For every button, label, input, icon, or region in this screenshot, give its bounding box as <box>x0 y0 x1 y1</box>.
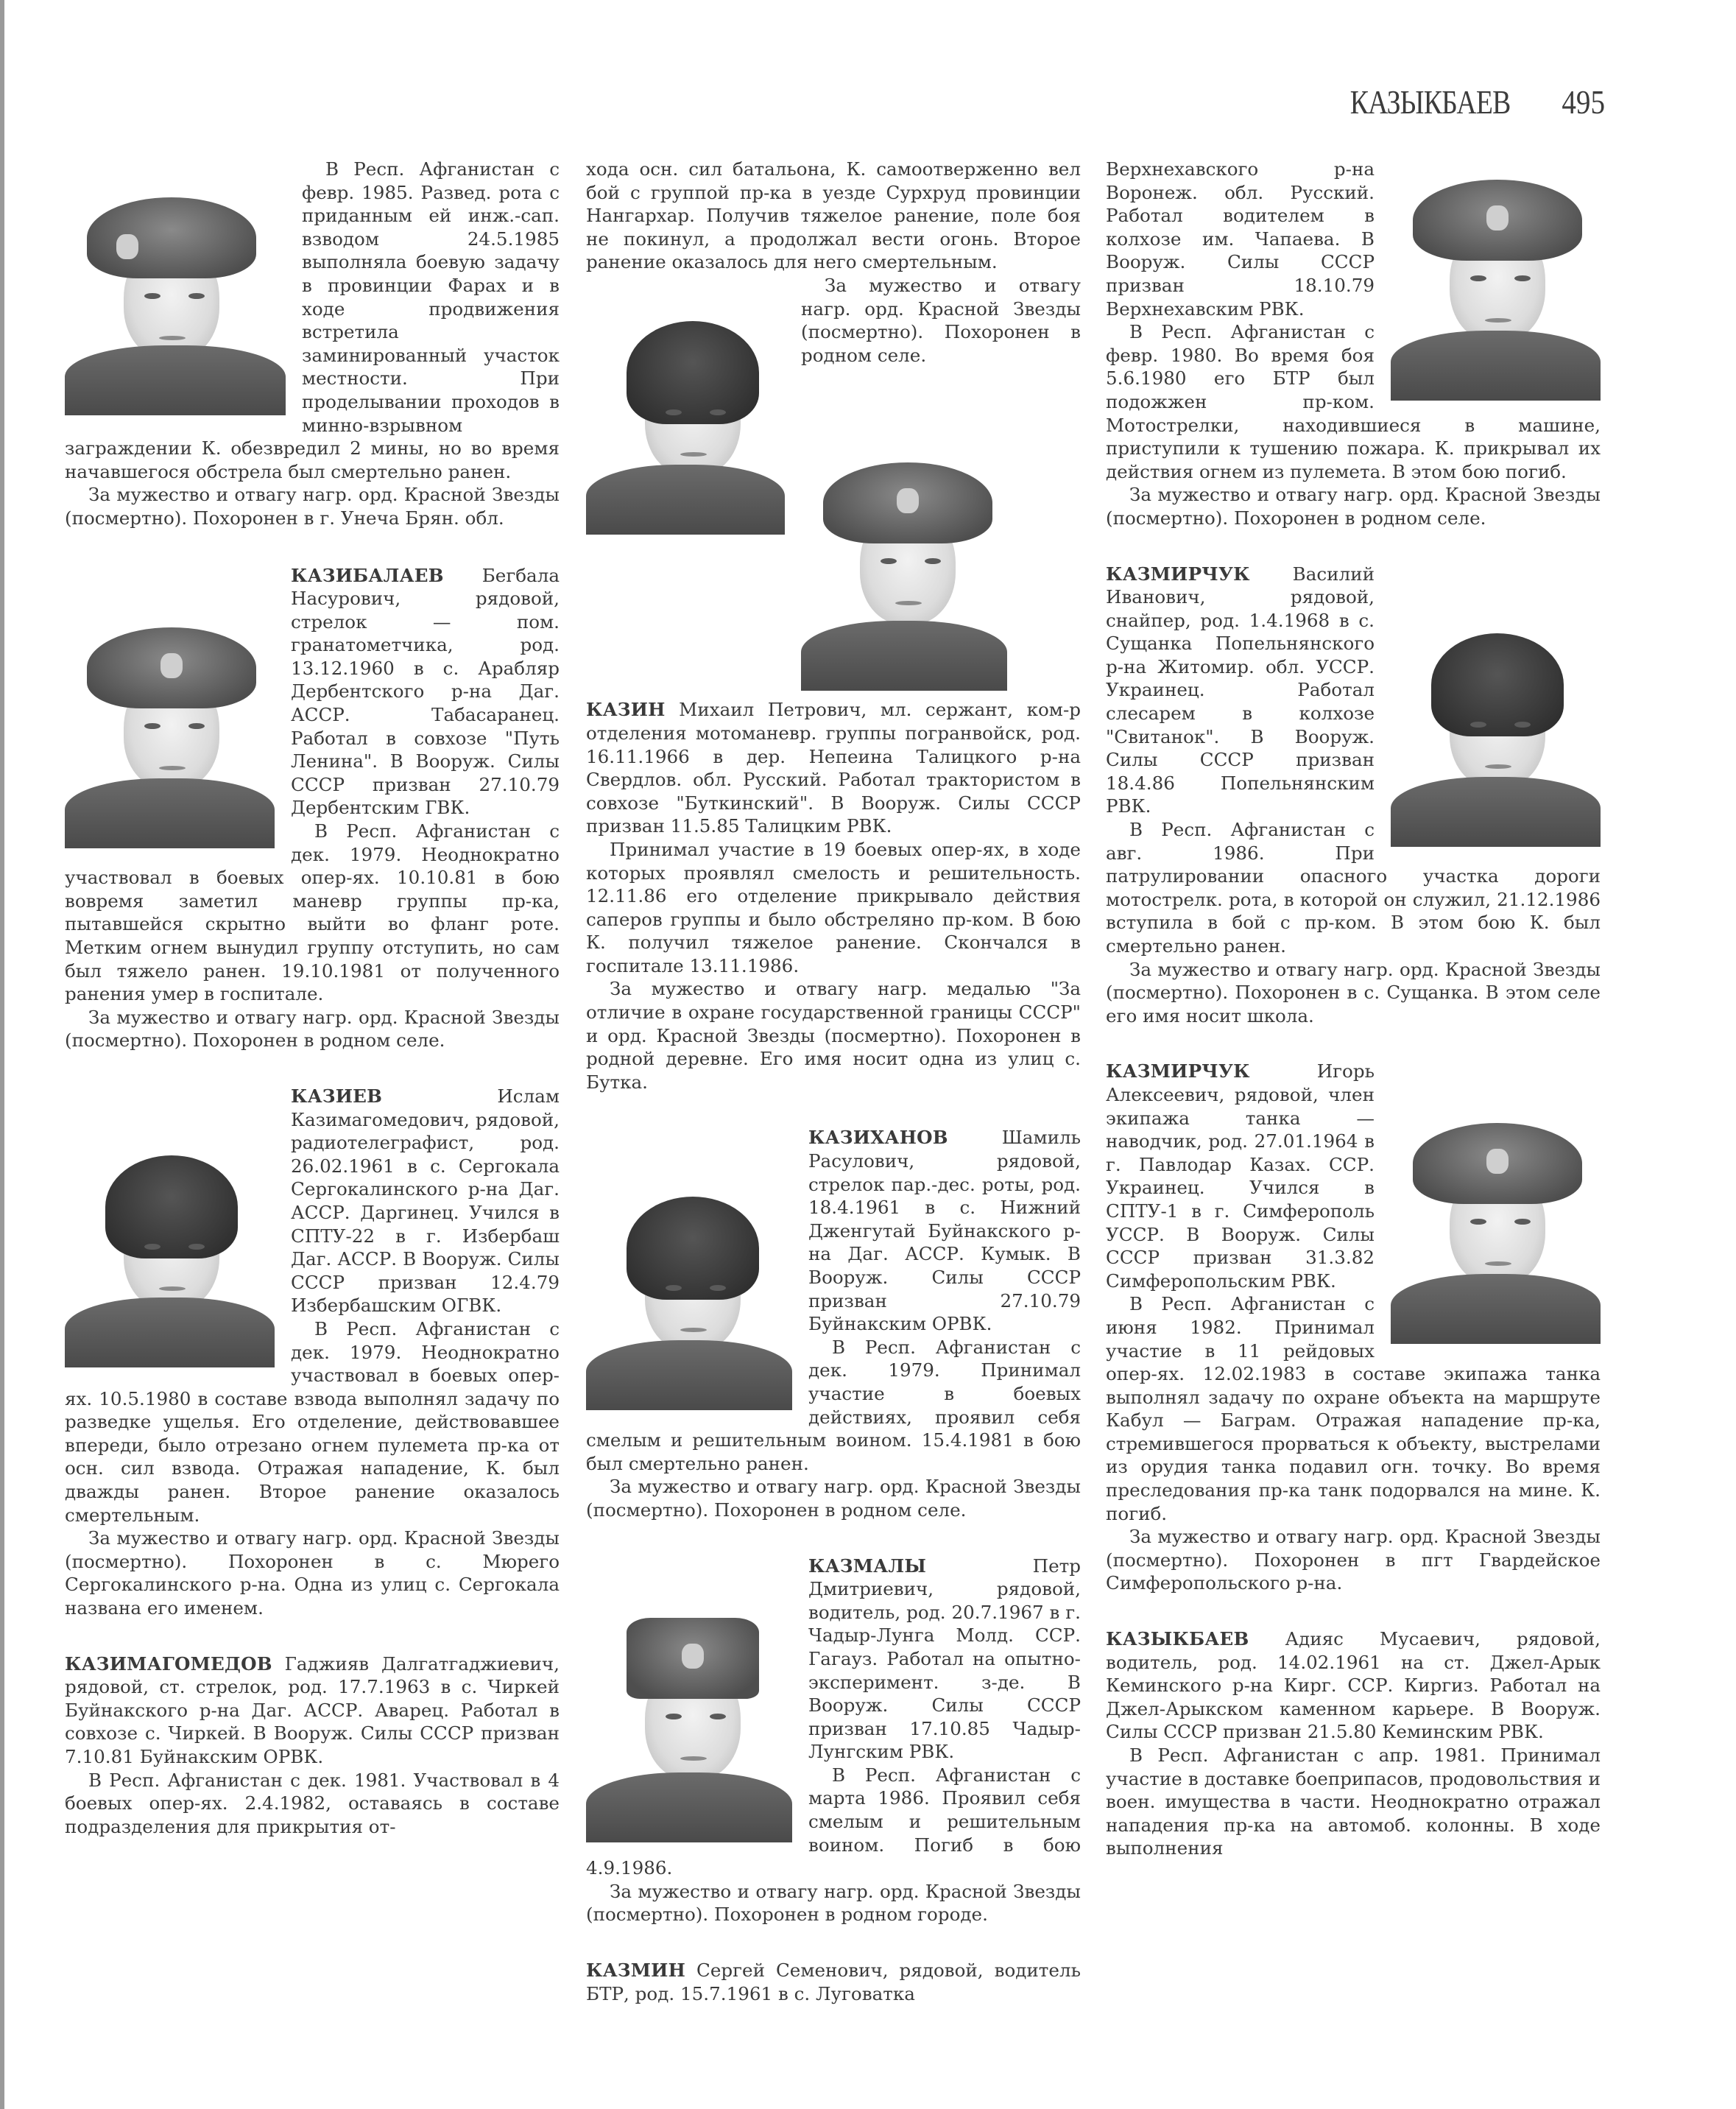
portrait-photo <box>586 1175 792 1410</box>
entry-paragraph: За мужество и отвагу нагр. орд. Красной Звезды (посмертно). Похоронен в родном селе. <box>1106 484 1601 529</box>
entry-head-text: Сергей Семенович, рядовой, водитель БТР, род. 15.7.1961 в с. Луговатка <box>586 1960 1081 2004</box>
column-3 <box>1106 158 1601 1893</box>
entry-header <box>1106 1627 1601 1744</box>
portrait-photo <box>65 183 286 415</box>
entry-paragraph: В Респ. Афганистан с марта 1986. Проявил себя смелым и решительным воином. Погиб в бою 4.9.1986. <box>586 1764 1081 1879</box>
entry-paragraph: В Респ. Афганистан с дек. 1979. Неоднократно участвовал в боевых опер-ях. 10.10.81 в бою вовремя заметил маневр группы пр-ка, пытавшейся скрытно выйти во фланг роте. Метким огнем вынудил группу отступить, но сам был тяжело ранен. 19.10.1981 от полученного ранения умер в госпитале. <box>65 820 560 1005</box>
entry-paragraph: В Респ. Афганистан с дек. 1979. Принимал участие в боевых действиях, проявил себя смелым и решительным воином. 15.4.1981 в бою был смертельно ранен. <box>586 1336 1081 1474</box>
entry-paragraph: В Респ. Афганистан с дек. 1981. Участвовал в 4 боевых опер-ях. 2.4.1982, оставаясь в составе подразделения для прикрытия от- <box>65 1769 560 1837</box>
entry-head-text: Гаджияв Далгатгаджиевич, рядовой, ст. стрелок, род. 17.7.1963 в с. Чиркей Буйнакского р-на Даг. АССР. Аварец. Работал в совхозе с. Чиркей. В Вооруж. Силы СССР призван 7.10.81 Буйнакским ОРВК. <box>65 1652 560 1767</box>
entry-head-text: Шамиль Расулович, рядовой, стрелок пар.-дес. роты, род. 18.4.1961 в с. Нижний Дженгутай Буйнакского р-на Даг. АССР. Кумык. В Вооруж. Силы СССР призван 27.10.79 Буйнакским ОРВК. <box>808 1127 1081 1335</box>
entry-paragraph: За мужество и отвагу нагр. орд. Красной Звезды (посмертно). Похоронен в с. Мюрего Сергокалинского р-на. Одна из улиц с. Сергокала названа его именем. <box>65 1527 560 1619</box>
entry-kazmirchuk-vasily <box>1106 563 1601 1028</box>
entry-paragraph: За мужество и отвагу нагр. орд. Красной Звезды (посмертно). Похоронен в родном селе. <box>586 1476 1081 1521</box>
portrait-photo <box>801 448 1007 691</box>
entry-paragraph: В Респ. Афганистан с авг. 1986. При патрулировании опасного участка дороги мотострелк. рота, в которой он служил, 21.12.1986 вступила в бой с пр-ком. В этом бою К. был смертельно ранен. <box>1106 819 1601 957</box>
entry-paragraph: За мужество и отвагу нагр. орд. Красной Звезды (посмертно). Похоронен в родном городе. <box>586 1880 1081 1926</box>
entry-paragraph: За мужество и отвагу нагр. орд. Красной Звезды (посмертно). Похоронен в с. Сущанка. В этом селе его имя носит школа. <box>1106 958 1601 1027</box>
entry-paragraph: В Респ. Афганистан с февр. 1985. Развед. рота с приданным ей инж.-сап. взводом 24.5.1985 выполняла боевую задачу в провинции Фарах и в ходе продвижения встретила заминированный участок местности. При проделывании проходов в минно-взрывном заграждении К. обезвредил 2 мины, но во время начавшегося обстрела был смертельно ранен. <box>65 158 560 482</box>
entry-paragraph: За мужество и отвагу нагр. орд. Красной Звезды (посмертно). Похоронен в пгт Гвардейское Симферопольского р-на. <box>1106 1526 1601 1594</box>
entry-header <box>586 1959 1081 2005</box>
entry-kazibalaev <box>65 564 560 1052</box>
entry-surname: КАЗМИН <box>586 1960 686 1982</box>
entry-continuation <box>65 158 560 530</box>
entry-paragraph: В Респ. Афганистан с дек. 1979. Неоднократно участвовал в боевых опер-ях. 10.5.1980 в составе взвода выполнял задачу по разведке ущелья. Его отделение, действовавшее впереди, было отрезано огнем пулемета пр-ка от осн. сил взвода. Отражая нападение, К. был дважды ранен. Второе ранение оказалось смертельным. <box>65 1317 560 1526</box>
entry-kazmaly <box>586 1555 1081 1927</box>
entry-surname: КАЗМАЛЫ <box>808 1555 927 1577</box>
running-head-word: КАЗЫКБАЕВ <box>1349 83 1510 121</box>
page-binding-edge <box>0 0 4 2109</box>
entry-head-text: Адияс Мусаевич, рядовой, водитель, род. 14.02.1961 на ст. Джел-Арык Кеминского р-на Кирг. ССР. Киргиз. Работал на Джел-Арыкском каменном карьере. В Вооруж. Силы СССР призван 21.5.80 Кеминским РВК. <box>1106 1628 1601 1743</box>
entry-surname: КАЗИН <box>586 699 666 721</box>
entry-kazimagomedov <box>65 1652 560 1839</box>
entry-kazykbaev <box>1106 1627 1601 1860</box>
portrait-photo <box>1391 1108 1601 1344</box>
portrait-photo <box>65 1133 275 1367</box>
entry-surname: КАЗИХАНОВ <box>808 1127 948 1149</box>
portrait-photo <box>586 299 785 535</box>
entry-paragraph: В Респ. Афганистан с февр. 1980. Во время боя 5.6.1980 его БТР был подожжен пр-ком. Мотострелки, находившиеся в машине, приступили к тушению пожара. К. прикрывал их действия огнем из пулемета. В этом бою погиб. <box>1106 321 1601 482</box>
entry-paragraph: За мужество и отвагу нагр. орд. Красной Звезды (посмертно). Похоронен в родном селе. <box>65 1006 560 1052</box>
running-head <box>1252 82 1605 124</box>
entry-paragraph: За мужество и отвагу нагр. орд. Красной Звезды (посмертно). Похоронен в родном селе. <box>801 274 1081 366</box>
entry-head-text: Петр Дмитриевич, рядовой, водитель, род. 20.7.1967 в г. Чадыр-Лунга Молд. ССР. Гагауз. Работал на опытно-эксперимент. з-де. В Вооруж. Силы СССР призван 17.10.85 Чадыр-Лунгским РВК. <box>808 1555 1081 1763</box>
entry-surname: КАЗМИРЧУК <box>1106 1060 1250 1082</box>
portrait-photo <box>586 1603 792 1842</box>
entry-head-text: Ислам Казимагомедович, рядовой, радиотелеграфист, род. 26.02.1961 в с. Сергокала Сергокалинского р-на Даг. АССР. Даргинец. Учился в СПТУ-22 в г. Избербаш Даг. АССР. В Вооруж. Силы СССР призван 12.4.79 Избербашским ОГВК. <box>291 1085 560 1317</box>
entry-kazikhanov <box>586 1126 1081 1521</box>
page-number: 495 <box>1562 83 1605 121</box>
entry-head-text: Василий Иванович, рядовой, снайпер, род. 1.4.1968 в с. Сущанка Попельнянского р-на Житомир. обл. УССР. Украинец. Работал слесарем в колхозе "Свитанок". В Вооруж. Силы СССР призван 18.4.86 Попельнянским РВК. <box>1106 563 1375 817</box>
entry-continuation <box>1106 158 1601 530</box>
entry-head-text: Михаил Петрович, мл. сержант, ком-р отделения мотоманевр. группы погранвойск, род. 16.11.1966 в дер. Непеина Талицкого р-на Свердлов. обл. Русский. Работал трактористом в совхозе "Буткинский". В Вооруж. Силы СССР призван 11.5.85 Талицким РВК. <box>586 699 1081 837</box>
portrait-photo <box>1391 611 1601 847</box>
entry-header <box>65 1652 560 1769</box>
entry-kazmin <box>586 1959 1081 2005</box>
entry-paragraph: В Респ. Афганистан с июня 1982. Принимал участие в 11 рейдовых опер-ях. 12.02.1983 в составе экипажа танка выполнял задачу по охране объекта на маршруте Кабул — Баграм. Отражая нападение пр-ка, стремившегося прорваться к объекту, выстрелами из орудия танка подавил огн. точку. Во время преследования пр-ка танк подорвался на мине. К. погиб. <box>1106 1293 1601 1524</box>
entry-surname: КАЗМИРЧУК <box>1106 563 1250 585</box>
entry-head-text: Бегбала Насурович, рядовой, стрелок — пом. гранатометчика, род. 13.12.1960 в с. Арабляр Дербентского р-на Даг. АССР. Табасаранец. Работал в совхозе "Путь Ленина". В Вооруж. Силы СССР призван 27.10.79 Дербентским ГВК. <box>291 564 560 819</box>
entry-kazmirchuk-igor <box>1106 1060 1601 1595</box>
column-2 <box>586 158 1081 2038</box>
entry-kaziev <box>65 1085 560 1620</box>
portrait-photo <box>65 613 275 848</box>
entry-paragraph: За мужество и отвагу нагр. орд. Красной Звезды (посмертно). Похоронен в г. Унеча Брян. обл. <box>65 484 560 529</box>
entry-paragraph: В Респ. Афганистан с апр. 1981. Принимал участие в доставке боеприпасов, продовольствия и воен. имущества в части. Неоднократно отражал нападения пр-ка на автомоб. колонны. В ходе выполнения <box>1106 1744 1601 1859</box>
entry-surname: КАЗИБАЛАЕВ <box>291 564 444 586</box>
entry-paragraph: Принимал участие в 19 боевых опер-ях, в ходе которых проявлял смелость и решительность. 12.11.86 его отделение прикрывало действия саперов группы и было обстреляно пр-ком. В бою К. получил тяжелое ранение. Скончался в госпитале 13.11.1986. <box>586 838 1081 976</box>
column-1 <box>65 158 560 1870</box>
entry-surname: КАЗИЕВ <box>291 1085 383 1107</box>
entry-paragraph: Верхнехавского р-на Воронеж. обл. Русский. Работал водителем в колхозе им. Чапаева. В Вооруж. Силы СССР призван 18.10.79 Верхнехавским РВК. <box>1106 158 1375 320</box>
entry-continuation <box>586 158 1081 367</box>
portrait-photo <box>1391 165 1601 401</box>
entry-surname: КАЗИМАГОМЕДОВ <box>65 1652 272 1675</box>
entry-paragraph: хода осн. сил батальона, К. самоотверженно вел бой с группой пр-ка в уезде Сурхруд провинции Нангархар. Получив тяжелое ранение, поле боя не покинул, а продолжал вести огонь. Второе ранение оказалось для него смертельным. <box>586 158 1081 273</box>
entry-surname: КАЗЫКБАЕВ <box>1106 1628 1249 1650</box>
entry-paragraph: За мужество и отвагу нагр. медалью "За отличие в охране государственной границы СССР" и орд. Красной Звезды (посмертно). Похоронен в родной деревне. Его имя носит одна из улиц с. Бутка. <box>586 978 1081 1093</box>
entry-head-text: Игорь Алексеевич, рядовой, член экипажа танка — наводчик, род. 27.01.1964 в г. Павлодар Казах. ССР. Украинец. Учился в СПТУ-1 в г. Симферополь УССР. В Вооруж. Силы СССР призван 31.3.82 Симферопольским РВК. <box>1106 1060 1375 1292</box>
